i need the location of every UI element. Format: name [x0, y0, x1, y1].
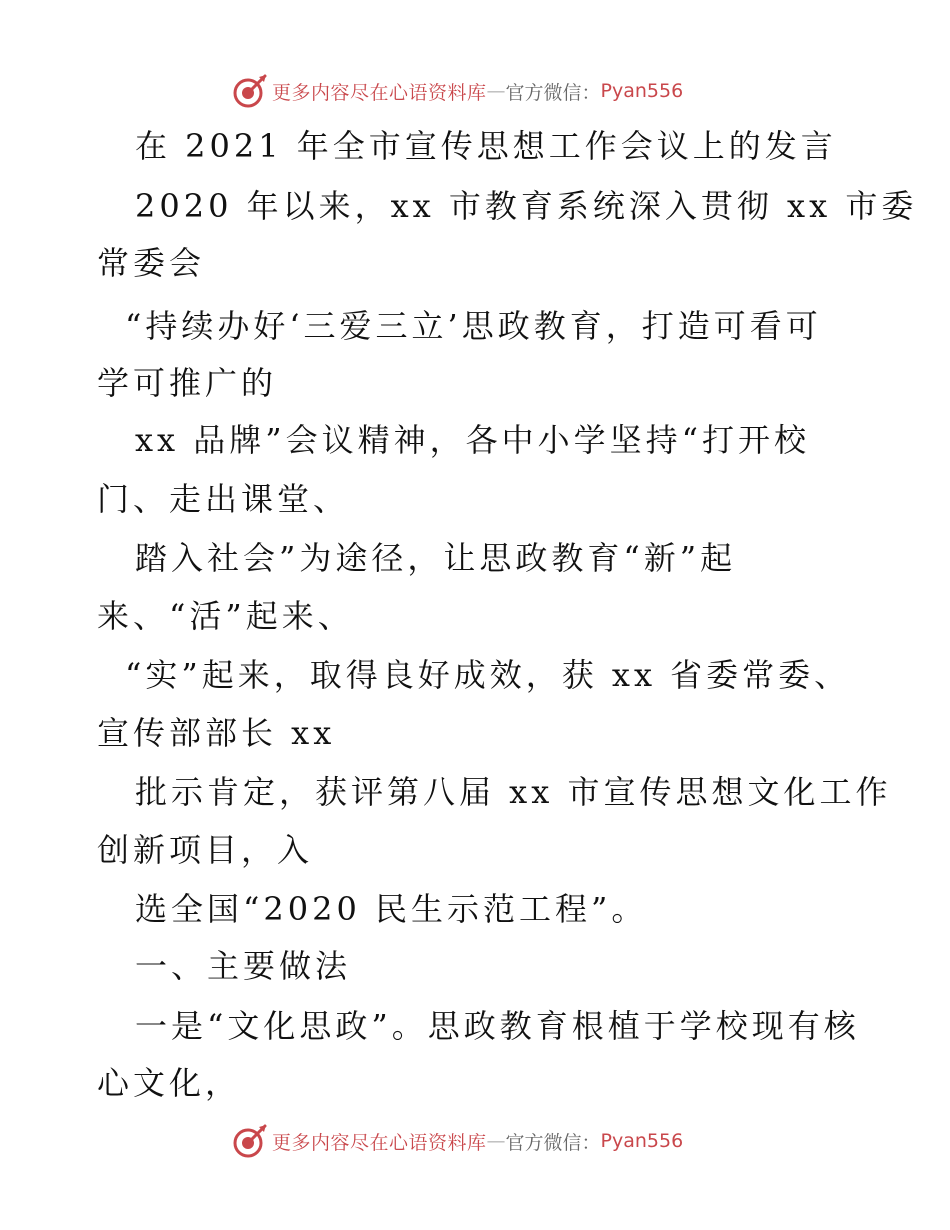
paragraph-line: 批示肯定，获评第八届 xx 市宣传思想文化工作 [135, 773, 892, 811]
paragraph-line: 2020 年以来，xx 市教育系统深入贯彻 xx 市委 [135, 187, 918, 225]
watermark-separator: — [486, 80, 506, 102]
watermark-label: 官方微信： [505, 81, 601, 104]
paragraph-line: 常委会 [97, 244, 206, 282]
paragraph-line: 心文化， [97, 1064, 242, 1102]
paragraph-line: 门、走出课堂、 [97, 480, 350, 518]
quill-seal-icon [232, 1123, 268, 1159]
paragraph-line: 宣传部部长 xx [97, 714, 336, 752]
watermark-site-text: 更多内容尽在心语资料库 [272, 81, 487, 104]
watermark-site-text: 更多内容尽在心语资料库 [272, 1131, 487, 1154]
watermark-separator: — [486, 1130, 506, 1152]
footer-watermark [232, 1121, 683, 1161]
paragraph-line: 学可推广的 [97, 364, 278, 402]
paragraph-line: 一是“文化思政”。思政教育根植于学校现有核 [135, 1007, 860, 1045]
paragraph-line: 创新项目，入 [97, 831, 314, 869]
paragraph-line: 踏入社会”为途径，让思政教育“新”起 [135, 539, 737, 577]
header-watermark [232, 71, 683, 111]
document-title: 在 2021 年全市宣传思想工作会议上的发言 [135, 127, 837, 165]
watermark-wechat-id: Pyan556 [600, 80, 684, 102]
watermark-label: 官方微信： [505, 1131, 601, 1154]
paragraph-line: “实”起来，取得良好成效，获 xx 省委常委、 [125, 656, 851, 694]
paragraph-line: “持续办好‘三爱三立’思政教育，打造可看可 [125, 307, 822, 345]
paragraph-line: 选全国“2020 民生示范工程”。 [135, 890, 648, 928]
quill-seal-icon [232, 73, 268, 109]
watermark-wechat-id: Pyan556 [600, 1130, 684, 1152]
paragraph-line: 来、“活”起来、 [97, 597, 354, 635]
paragraph-line: xx 品牌”会议精神，各中小学坚持“打开校 [135, 421, 810, 459]
section-heading: 一、主要做法 [135, 947, 352, 985]
